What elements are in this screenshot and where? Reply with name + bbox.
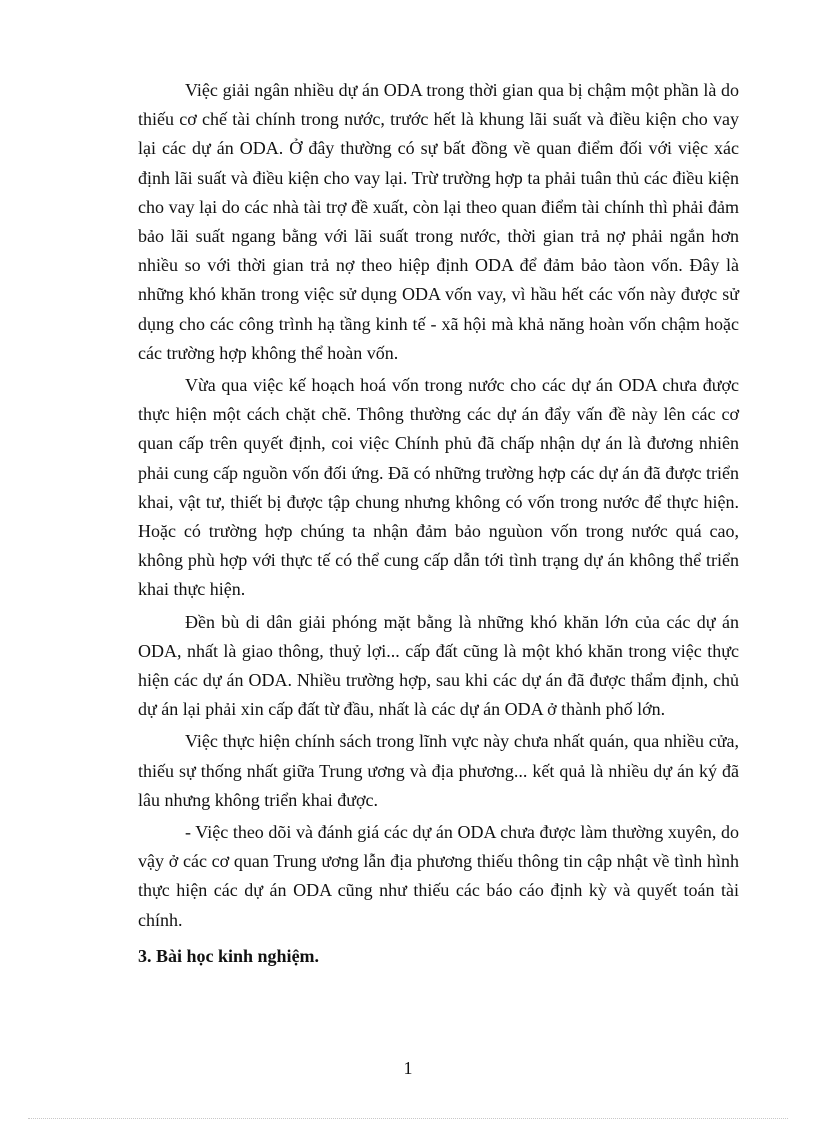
paragraph-land-clearance: Đền bù di dân giải phóng mặt bằng là những khó khăn lớn của các dự án ODA, nhất là giao thông, thuỷ lợi... cấp đất cũng là một khó khăn trong việc thực hiện các dự án ODA. Nhiều trường hợp, sau khi các dự án đã được thẩm định, chủ dự án lại phải xin cấp đất từ đầu, nhất là các dự án ODA ở thành phố lớn. [138,611,739,720]
page-number: 1 [403,1058,413,1078]
paragraph-policy-implementation: Việc thực hiện chính sách trong lĩnh vực này chưa nhất quán, qua nhiều cửa, thiếu sự thống nhất giữa Trung ương và địa phương... kết quả là nhiều dự án ký đã lâu nhưng không triển khai được. [138,731,739,810]
page-bottom-edge [28,1118,788,1119]
paragraph-capital-planning: Vừa qua việc kế hoạch hoá vốn trong nước cho các dự án ODA chưa được thực hiện một cách chặt chẽ. Thông thường các dự án đẩy vấn đề này lên các cơ quan cấp trên quyết định, coi việc Chính phủ đã chấp nhận dự án là đương nhiên phải cung cấp nguồn vốn đối ứng. Đã có những trường hợp các dự án đã được triển khai, vật tư, thiết bị được tập chung nhưng không có vốn trong nước để thực hiện. Hoặc có trường hợp chúng ta nhận đảm bảo nguùon vốn trong nước quá cao, không phù hợp với thực tế có thể cung cấp dẫn tới tình trạng dự án không thể triển khai thực hiện. [138,375,739,600]
paragraph-monitoring-evaluation: - Việc theo dõi và đánh giá các dự án ODA chưa được làm thường xuyên, do vậy ở các cơ quan Trung ương lẫn địa phương thiếu thông tin cập nhật về tình hình thực hiện các dự án ODA cũng như thiếu các báo cáo định kỳ và quyết toán tài chính. [138,822,739,930]
body-text [138,76,739,971]
paragraph-disbursement-delays: Việc giải ngân nhiều dự án ODA trong thời gian qua bị chậm một phần là do thiếu cơ chế tài chính trong nước, trước hết là khung lãi suất và điều kiện cho vay lại các dự án ODA. Ở đây thường có sự bất đồng về quan điểm đối với việc xác định lãi suất và điều kiện cho vay lại. Trừ trường hợp ta phải tuân thủ các điều kiện cho vay lại do các nhà tài trợ đề xuất, còn lại theo quan điểm tài chính thì phải đảm bảo lãi suất ngang bằng với lãi suất trong nước, thời gian trả nợ phải ngắn hơn nhiều so với thời gian trả nợ theo hiệp định ODA để đảm bảo tàon vốn. Đây là những khó khăn trong việc sử dụng ODA vốn vay, vì hầu hết các vốn này được sử dụng cho các công trình hạ tầng kinh tế - xã hội mà khả năng hoàn vốn chậm hoặc các trường hợp không thể hoàn vốn. [138,80,739,363]
section-heading: 3. Bài học kinh nghiệm. [138,945,320,966]
